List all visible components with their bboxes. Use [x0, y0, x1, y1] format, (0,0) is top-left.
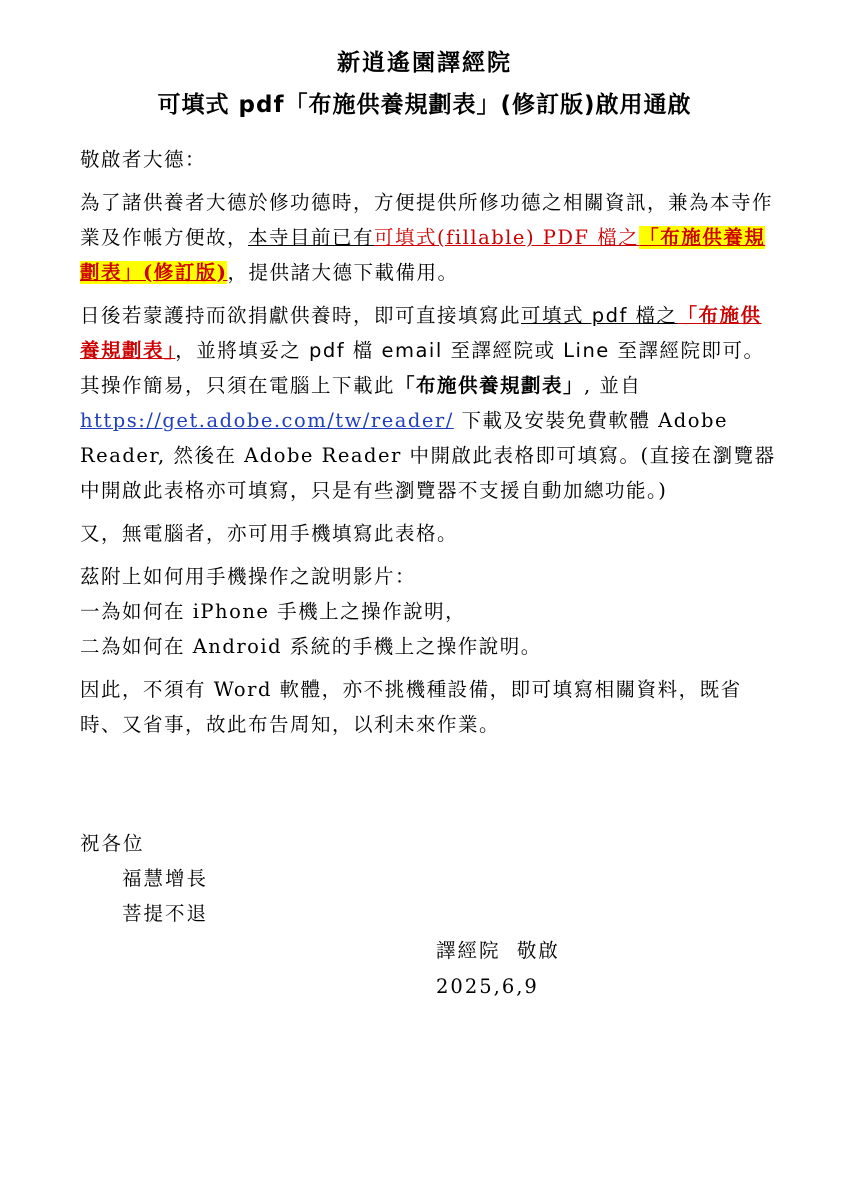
form-name-bold: 「布施供養規劃表」: [395, 374, 585, 397]
paragraph-intro: [80, 185, 780, 290]
salutation: 敬啟者大德：: [80, 148, 207, 171]
instructions-underlined: 可填式 pdf 檔之: [521, 304, 678, 327]
paragraph-videos: [80, 559, 780, 664]
instructions-text-4: 下載及安裝免費軟體 Adobe Reader, 然後在 Adobe Reader 中開啟此表格即可填寫。(直接在瀏覽器中開啟此表格亦可填寫，只是有些瀏覽器不支援自動加總功能。): [80, 409, 776, 502]
videos-line-iphone: 一為如何在 iPhone 手機上之操作說明，: [80, 600, 467, 623]
instructions-text-3: , 並自: [584, 374, 642, 397]
closing-line-2: 福慧增長: [122, 867, 209, 890]
instructions-text-2: ，並將填妥之 pdf 檔 email 至譯經院或 Line 至譯經院即可。其操作簡易，只須在電腦上下載此: [80, 339, 765, 397]
intro-end: ，提供諸大德下載備用。: [227, 261, 459, 284]
document-subtitle: 可填式 pdf「布施供養規劃表」(修訂版)啟用通啟: [157, 92, 692, 118]
closing-line-1: 祝各位: [80, 832, 145, 855]
paragraph-conclusion: 因此，不須有 Word 軟體，亦不挑機種設備，即可填寫相關資料，既省時、又省事，故此布告周知，以利未來作業。: [80, 678, 742, 736]
form-name-red: 「布施供養規劃表」: [80, 304, 762, 362]
videos-line-1: 茲附上如何用手機操作之說明影片：: [80, 565, 417, 588]
adobe-reader-link[interactable]: https://get.adobe.com/tw/reader/: [80, 409, 454, 432]
form-name-highlight: 「布施供養規劃表」(修訂版): [80, 226, 766, 284]
signature-date: 2025,6,9: [436, 975, 539, 998]
closing-blessing: [80, 826, 208, 931]
intro-text: 為了諸供養者大德於修功德時，方便提供所修功德之相關資訊，兼為本寺作業及作帳方便故，: [80, 191, 774, 249]
instructions-text: 日後若蒙護持而欲捐獻供養時，即可直接填寫此: [80, 304, 522, 327]
paragraph-instructions: [80, 298, 780, 508]
paragraph-mobile: 又，無電腦者，亦可用手機填寫此表格。: [80, 522, 459, 545]
closing-line-3: 菩提不退: [122, 902, 209, 925]
videos-line-android: 二為如何在 Android 系統的手機上之操作說明。: [80, 635, 542, 658]
intro-underlined: 本寺目前已有: [248, 226, 375, 249]
document-title: 新逍遙園譯經院: [337, 50, 512, 76]
signature-name: 譯經院 敬啟: [436, 939, 560, 962]
intro-fillable-pdf: 可填式(fillable) PDF 檔之: [374, 226, 640, 249]
letter-body: [80, 142, 780, 750]
signature-block: [436, 933, 560, 1005]
